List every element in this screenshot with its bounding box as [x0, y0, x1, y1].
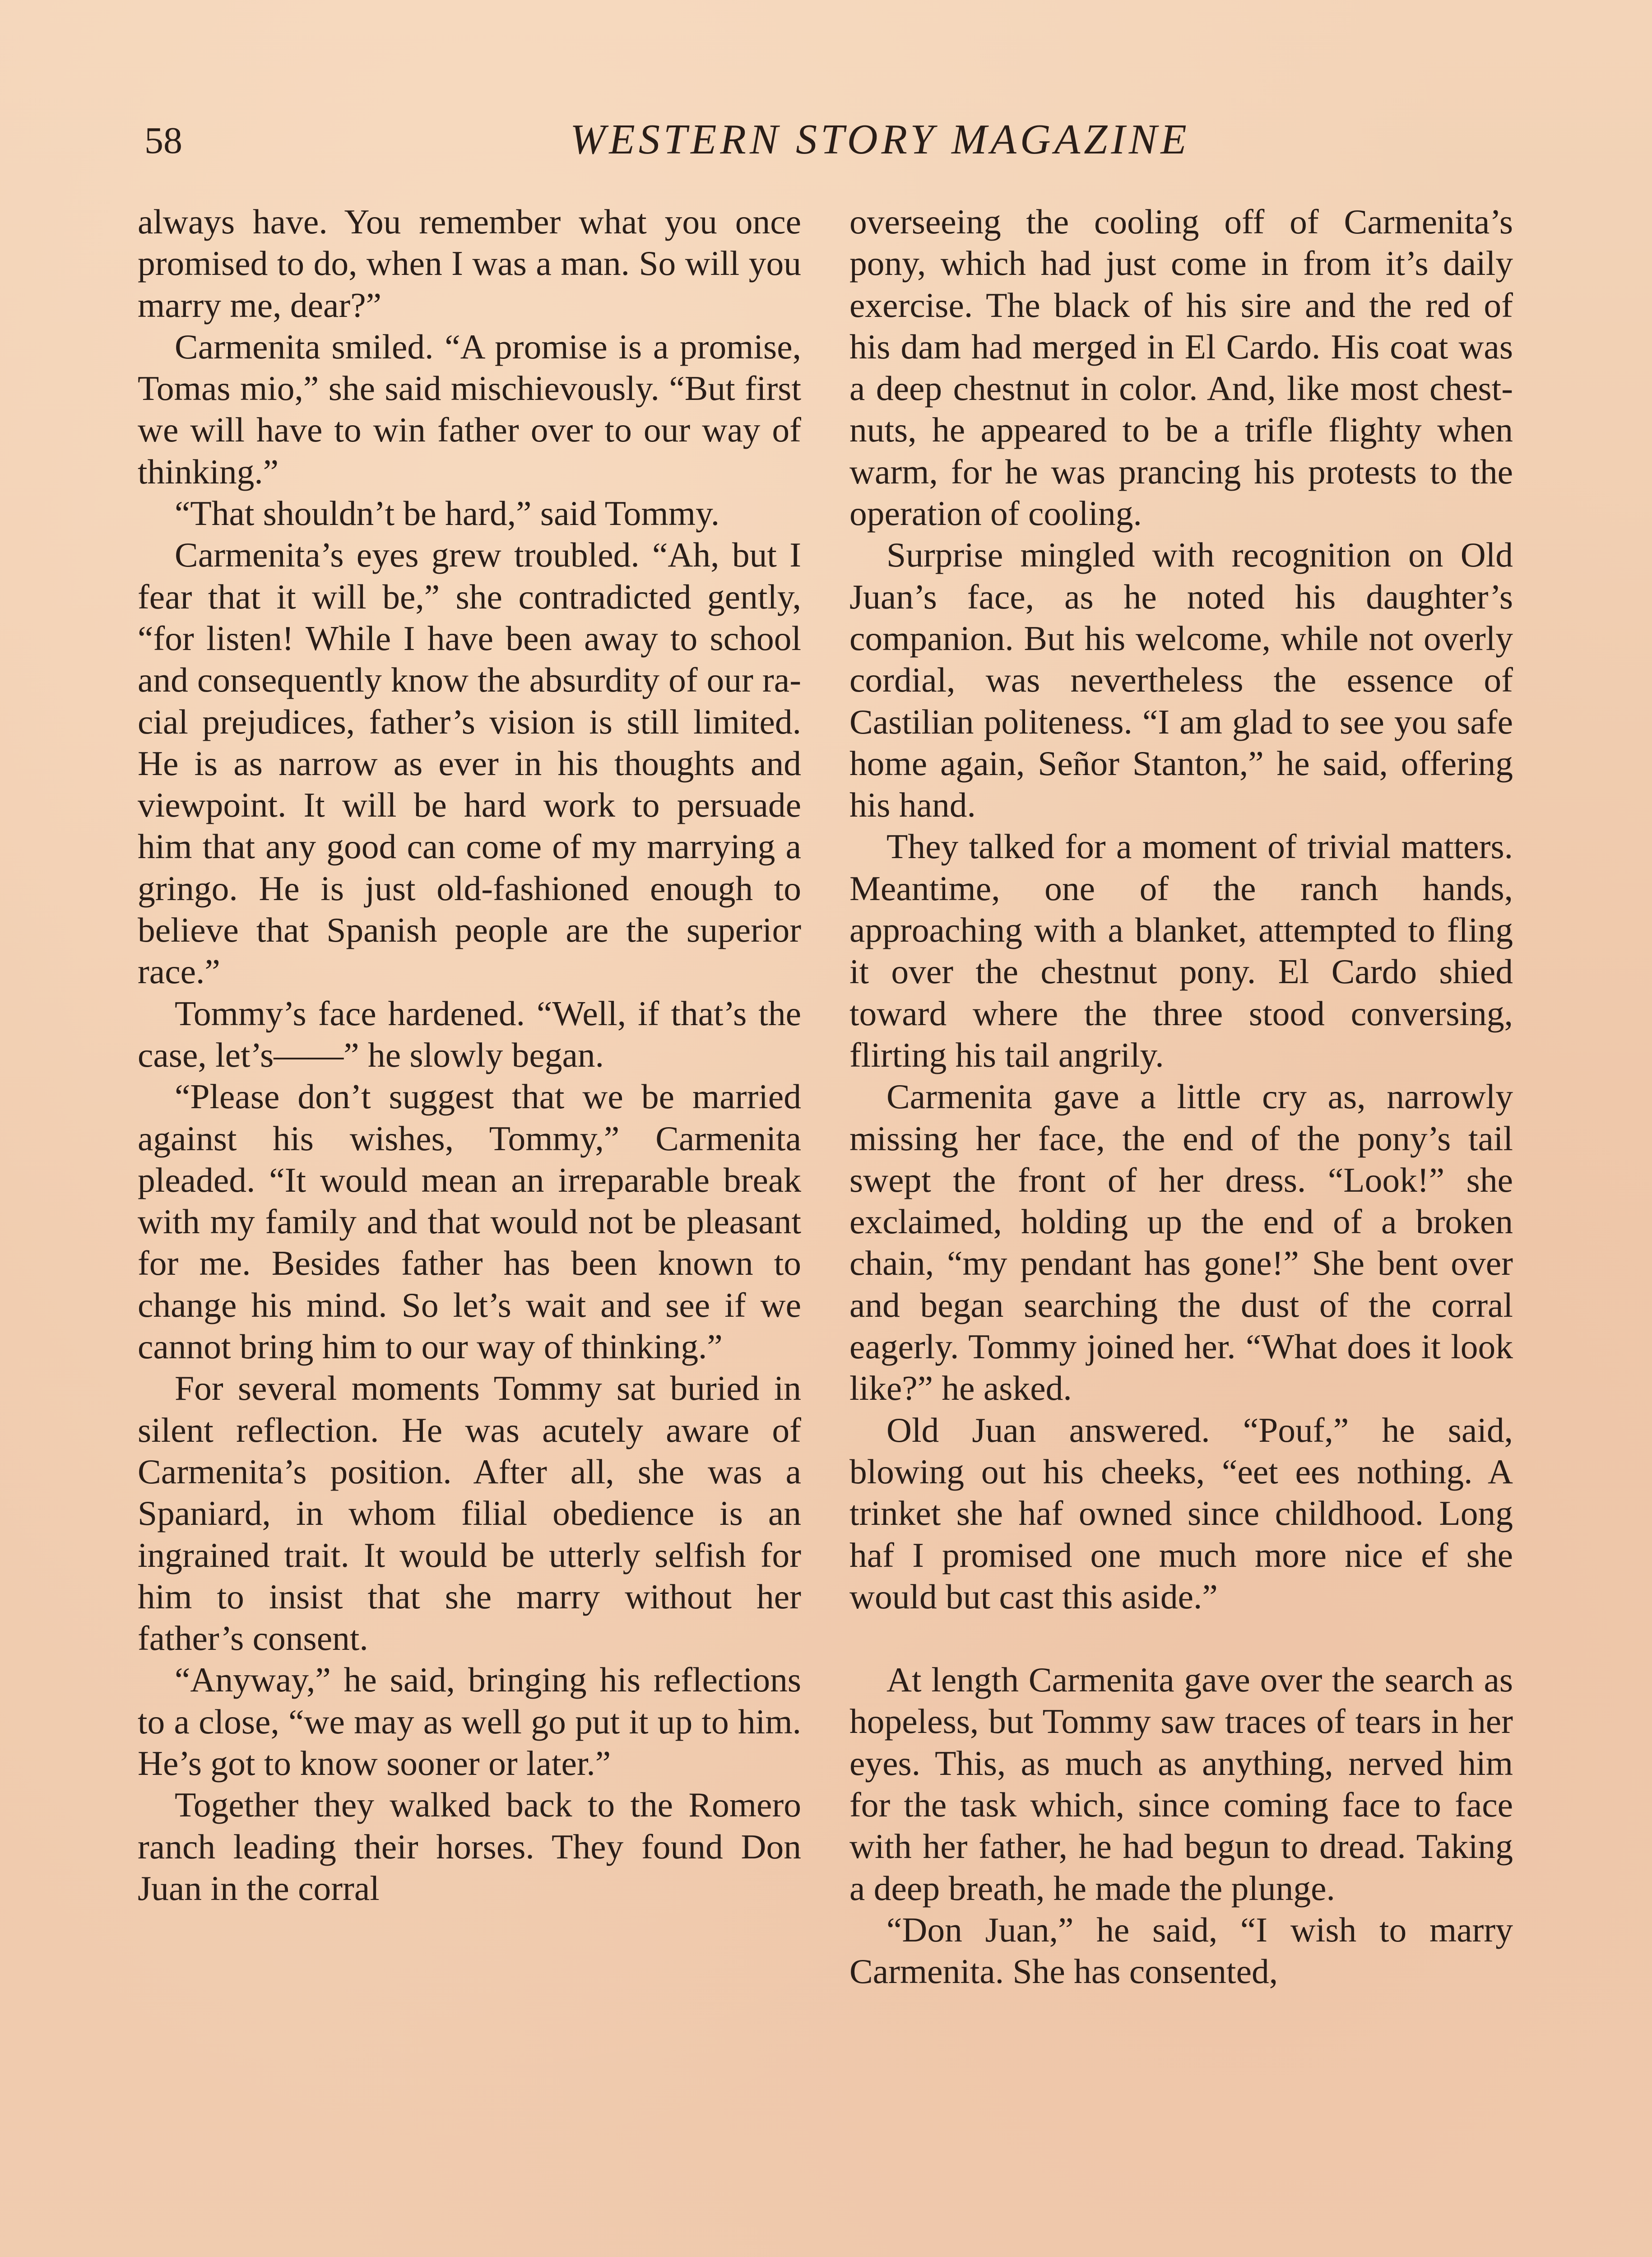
magazine-title: WESTERN STORY MAGAZINE [570, 116, 1190, 163]
paragraph: They talked for a moment of trivial matters. Meantime, one of the ranch hands, approaching with a blanket, attempted to fling it over the chestnut pony. El Cardo shied toward where the three stood conversing, flirting his tail angrily. [849, 827, 1513, 1074]
right-column [849, 201, 1513, 1992]
paragraph: “Don Juan,” he said, “I wish to marry Carmenita. She has consented, [849, 1910, 1513, 1991]
left-column [138, 201, 801, 1909]
paragraph: Carmenita smiled. “A promise is a promise, Tomas mio,” she said mischievously. “But first we will have to win father over to our way of thinking.” [138, 327, 801, 491]
paragraph: “Please don’t suggest that we be married against his wishes, Tommy,” Carmenita pleaded. “It would mean an irreparable break with my family and that would not be pleasant for me. Besides father has been known to change his mind. So let’s wait and see if we cannot bring him to our way of thinking.” [138, 1077, 801, 1366]
paragraph: always have. You remember what you once promised to do, when I was a man. So will you marry me, dear?” [138, 202, 801, 325]
paragraph: Carmenita gave a little cry as, narrowly missing her face, the end of the pony’s tail swept the front of her dress. “Look!” she exclaimed, holding up the end of a broken chain, “my pendant has gone!” She bent over and began searching the dust of the corral eagerly. Tommy joined her. “What does it look like?” he asked. [849, 1077, 1513, 1408]
paragraph: “Anyway,” he said, bringing his reflections to a close, “we may as well go put it up to him. He’s got to know sooner or later.” [138, 1660, 801, 1783]
paragraph: Surprise mingled with recognition on Old Juan’s face, as he noted his daughter’s companion. But his welcome, while not overly cordial, was nevertheless the essence of Castilian politeness. “I am glad to see you safe home again, Señor Stanton,” he said, offering his hand. [849, 535, 1513, 825]
paragraph: Carmenita’s eyes grew troubled. “Ah, but I fear that it will be,” she contradicted gently, “for listen! While I have been away to school and consequently know the absurdity of our racial prejudices, father’s vision is still limited. He is as narrow as ever in his thoughts and viewpoint. It will be hard work to persuade him that any good can come of my marrying a gringo. He is just old-fashioned enough to believe that Spanish people are the superior race.” [138, 535, 801, 991]
paragraph: overseeing the cooling off of Carmenita’s pony, which had just come in from it’s daily exercise. The black of his sire and the red of his dam had merged in El Cardo. His coat was a deep chestnut in color. And, like most chestnuts, he appeared to be a trifle flighty when warm, for he was prancing his protests to the operation of cooling. [849, 202, 1513, 533]
paragraph: “That shouldn’t be hard,” said Tommy. [175, 494, 720, 533]
paragraph: For several moments Tommy sat buried in silent reflection. He was acutely aware of Carmenita’s position. After all, she was a Spaniard, in whom filial obedience is an ingrained trait. It would be utterly selfish for him to insist that she marry without her father’s consent. [138, 1369, 801, 1658]
page-number: 58 [144, 120, 182, 162]
paragraph: Together they walked back to the Romero ranch leading their horses. They found Don Juan in the corral [138, 1785, 801, 1908]
page-header [144, 115, 1526, 178]
section-break [849, 1617, 1513, 1659]
paragraph: Tommy’s face hardened. “Well, if that’s the case, let’s——” he slowly began. [138, 994, 801, 1074]
paragraph: Old Juan answered. “Pouf,” he said, blowing out his cheeks, “eet ees nothing. A trinket she haf owned since childhood. Long haf I promised one much more nice ef she would but cast this aside.” [849, 1410, 1513, 1616]
paragraph: At length Carmenita gave over the search as hopeless, but Tommy saw traces of tears in her eyes. This, as much as anything, nerved him for the task which, since coming face to face with her father, he had begun to dread. Taking a deep breath, he made the plunge. [849, 1660, 1513, 1908]
